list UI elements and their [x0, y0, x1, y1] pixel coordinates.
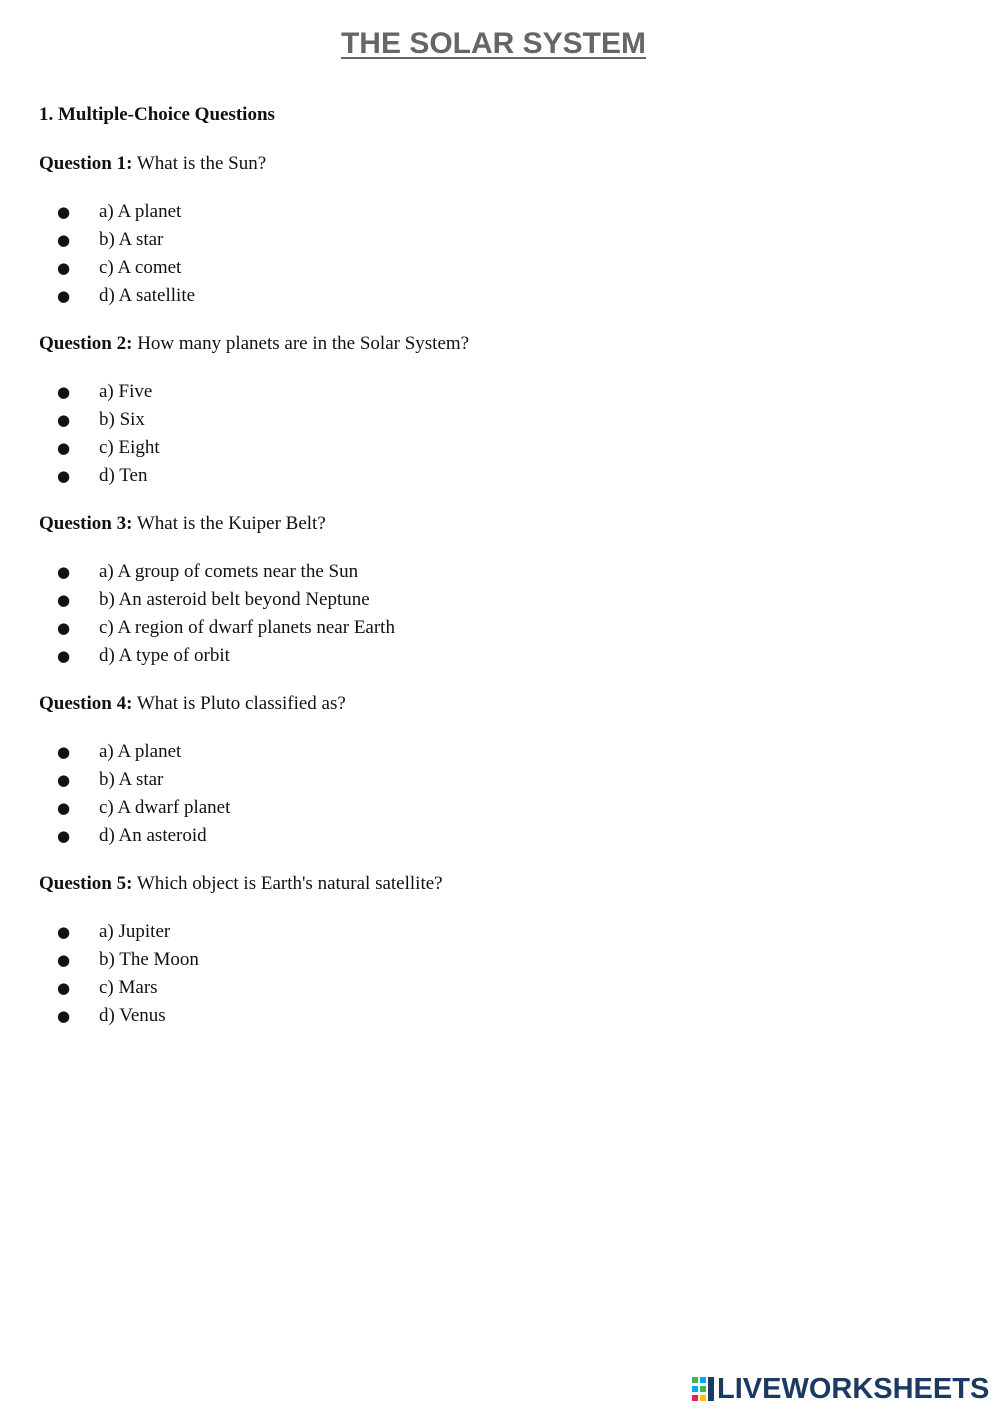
option-item [39, 642, 959, 670]
options-list [39, 918, 959, 1030]
option-item [39, 614, 959, 642]
bullet-icon: ● [57, 923, 71, 941]
bullet-icon: ● [57, 799, 71, 817]
option-text: c) Eight [99, 437, 160, 458]
option-text: b) Six [99, 409, 145, 430]
option-item [39, 738, 959, 766]
question-text: Which object is Earth's natural satellite? [136, 873, 443, 894]
option-text: c) A region of dwarf planets near Earth [99, 617, 395, 638]
bullet-icon: ● [57, 287, 71, 305]
option-text: b) An asteroid belt beyond Neptune [99, 589, 370, 610]
page-title: THE SOLAR SYSTEM [340, 27, 647, 60]
option-item [39, 378, 959, 406]
option-text: b) A star [99, 769, 164, 790]
bullet-icon: ● [57, 439, 71, 457]
option-text: d) A type of orbit [99, 645, 230, 666]
option-item [39, 766, 959, 794]
option-item [39, 822, 959, 850]
question-text: How many planets are in the Solar System? [137, 333, 470, 354]
option-item [39, 462, 959, 490]
liveworksheets-logo-icon [692, 1377, 714, 1401]
option-text: a) A planet [99, 201, 182, 222]
question-block-4 [39, 690, 959, 850]
question-label: Question 1: [39, 153, 133, 174]
option-text: a) Jupiter [99, 921, 171, 942]
option-text: b) The Moon [99, 949, 199, 970]
bullet-icon: ● [57, 951, 71, 969]
bullet-icon: ● [57, 563, 71, 581]
option-text: d) An asteroid [99, 825, 207, 846]
bullet-icon: ● [57, 743, 71, 761]
option-text: a) A planet [99, 741, 182, 762]
option-text: d) Ten [99, 465, 148, 486]
bullet-icon: ● [57, 827, 71, 845]
option-item [39, 974, 959, 1002]
worksheet-content [39, 100, 959, 1050]
option-text: c) A dwarf planet [99, 797, 231, 818]
bullet-icon: ● [57, 231, 71, 249]
option-item [39, 254, 959, 282]
question-4 [39, 690, 959, 718]
bullet-icon: ● [57, 647, 71, 665]
option-text: a) Five [99, 381, 153, 402]
section-heading: 1. Multiple-Choice Questions [39, 104, 275, 125]
question-1 [39, 150, 959, 178]
options-list [39, 738, 959, 850]
question-block-5 [39, 870, 959, 1030]
option-item [39, 406, 959, 434]
option-item [39, 586, 959, 614]
option-text: b) A star [99, 229, 164, 250]
option-item [39, 794, 959, 822]
option-text: d) A satellite [99, 285, 196, 306]
bullet-icon: ● [57, 771, 71, 789]
option-text: c) Mars [99, 977, 158, 998]
options-list [39, 558, 959, 670]
option-item [39, 282, 959, 310]
bullet-icon: ● [57, 383, 71, 401]
options-list [39, 378, 959, 490]
bullet-icon: ● [57, 467, 71, 485]
option-item [39, 198, 959, 226]
bullet-icon: ● [57, 203, 71, 221]
question-block-1 [39, 150, 959, 310]
question-label: Question 2: [39, 333, 133, 354]
liveworksheets-logo[interactable] [692, 1374, 989, 1404]
option-item [39, 226, 959, 254]
option-item [39, 434, 959, 462]
question-text: What is Pluto classified as? [136, 693, 346, 714]
option-item [39, 558, 959, 586]
option-item [39, 918, 959, 946]
option-text: a) A group of comets near the Sun [99, 561, 359, 582]
option-item [39, 1002, 959, 1030]
bullet-icon: ● [57, 411, 71, 429]
bullet-icon: ● [57, 619, 71, 637]
question-label: Question 4: [39, 693, 133, 714]
question-text: What is the Sun? [136, 153, 267, 174]
option-text: c) A comet [99, 257, 182, 278]
bullet-icon: ● [57, 259, 71, 277]
question-block-2 [39, 330, 959, 490]
bullet-icon: ● [57, 979, 71, 997]
question-block-3 [39, 510, 959, 670]
options-list [39, 198, 959, 310]
question-5 [39, 870, 959, 898]
bullet-icon: ● [57, 1007, 71, 1025]
option-text: d) Venus [99, 1005, 166, 1026]
logo-text: LIVEWORKSHEETS [717, 1373, 990, 1405]
question-3 [39, 510, 959, 538]
bullet-icon: ● [57, 591, 71, 609]
question-label: Question 3: [39, 513, 133, 534]
question-2 [39, 330, 959, 358]
option-item [39, 946, 959, 974]
question-text: What is the Kuiper Belt? [136, 513, 326, 534]
question-label: Question 5: [39, 873, 133, 894]
